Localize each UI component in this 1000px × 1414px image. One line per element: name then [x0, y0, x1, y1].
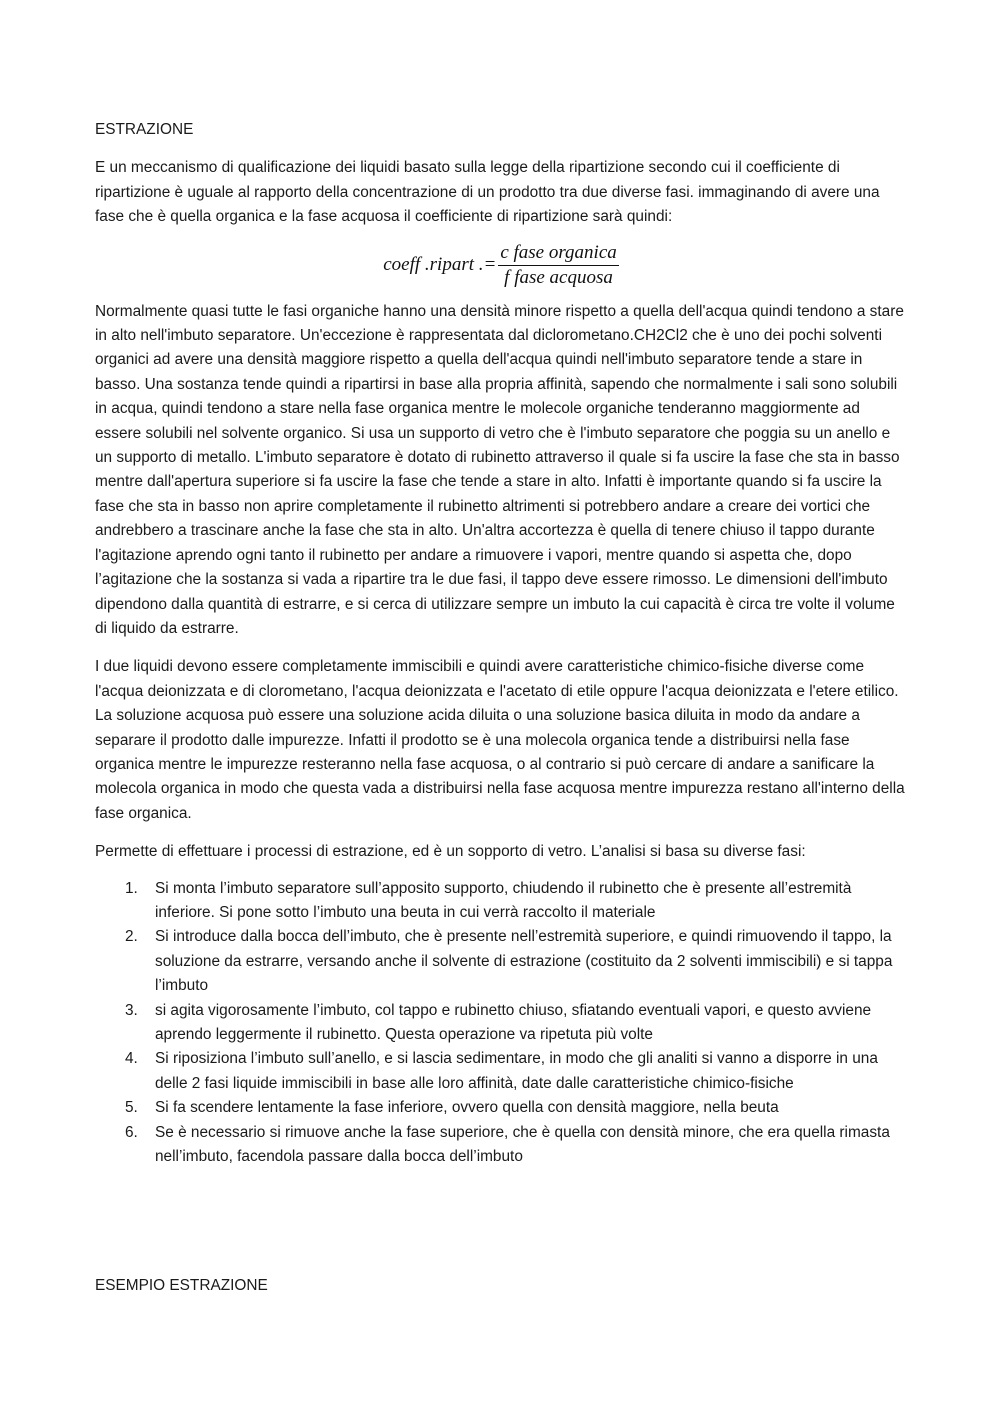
- list-item: [95, 1121, 907, 1170]
- step-number: 4.: [125, 1050, 138, 1068]
- list-item: [95, 925, 907, 998]
- step-number: 6.: [125, 1123, 138, 1141]
- section-title: ESTRAZIONE: [95, 121, 194, 138]
- step-number: 2.: [125, 928, 138, 946]
- step-number: 5.: [125, 1099, 138, 1117]
- step-text: Si monta l’imbuto separatore sull’apposito supporto, chiudendo il rubinetto che è presente all’estremità inferiore. Si pone sotto l’imbuto una beuta in cui verrà raccolto il materiale: [155, 879, 852, 921]
- step-text: si agita vigorosamente l’imbuto, col tappo e rubinetto chiuso, sfiatando eventuali vapori, e questo avviene aprendo leggermente il rubinetto. Questa operazione va ripetuta più volte: [155, 1001, 872, 1043]
- step-number: 3.: [125, 1001, 138, 1019]
- step-text: Se è necessario si rimuove anche la fase superiore, che è quella con densità minore, che era quella rimasta nell’imbuto, facendola passare dalla bocca dell’imbuto: [155, 1123, 890, 1166]
- formula-fraction: [498, 242, 618, 289]
- paragraph-density: Normalmente quasi tutte le fasi organiche hanno una densità minore rispetto a quella dell'acqua quindi tendono a stare in alto nell'imbuto separatore. Un'eccezione è rappresentata dal diclorometano.CH2Cl2 che è uno dei pochi solventi organici ad avere una densità maggiore rispetto a quella dell'acqua quindi nell'imbuto separatore tende a stare in basso. Una sostanza tende quindi a ripartirsi in base alla propria affinità, sapendo che normalmente i sali sono solubili in acqua, quindi tendono a stare nella fase organica mentre le molecole organiche tenderanno maggiormente ad essere solubili nel solvente organico. Si usa un supporto di vetro che è l'imbuto separatore che poggia su un anello e un supporto di metallo. L'imbuto separatore è dotato di rubinetto attraverso il quale si fa uscire la fase che sta in basso mentre dall'apertura superiore si fa uscire la fase che tende a stare in alto. Infatti è importante quando si fa uscire la fase che sta in basso non aprire completamente il rubinetto altrimenti si potrebbero andare a creare dei vortici che andrebbero a trascinare anche la fase che sta in alto. Un'altra accortezza è quella di tenere chiuso il tappo durante l'agitazione aprendo ogni tanto il rubinetto per andare a rimuovere i vapori, mentre quando si aspetta che, dopo l’agitazione che la sostanza si vada a ripartire tra le due fasi, il tappo deve essere rimosso. Le dimensioni dell'imbuto dipendono dalla quantità di estrarre, e si cerca di utilizzare sempre un imbuto la cui capacità è circa tre volte il volume di liquido da estrarre.: [95, 302, 904, 637]
- list-item: [95, 877, 907, 926]
- procedure-steps: [95, 877, 907, 1170]
- list-item: [95, 999, 907, 1048]
- step-text: Si riposiziona l’imbuto sull’anello, e si lascia sedimentare, in modo che gli analiti si vanno a disporre in una delle 2 fasi liquide immiscibili in base alle loro affinità, date dalle caratteristiche chimico-fisiche: [155, 1050, 878, 1092]
- list-item: [95, 1096, 907, 1120]
- formula-lhs: coeff .ripart .=: [383, 254, 497, 276]
- step-number: 1.: [125, 879, 138, 897]
- intro-paragraph: E un meccanismo di qualificazione dei liquidi basato sulla legge della ripartizione secondo cui il coefficiente di ripartizione è uguale al rapporto della concentrazione di un prodotto tra due diverse fasi. immaginando di avere una fase che è quella organica e la fase acquosa il coefficiente di ripartizione sarà quindi:: [95, 159, 880, 226]
- document-body: [95, 118, 907, 1169]
- list-item: [95, 1047, 907, 1096]
- paragraph-procedure-intro: Permette di effettuare i processi di estrazione, ed è un sopporto di vetro. L’analisi si basa su diverse fasi:: [95, 843, 806, 861]
- step-text: Si introduce dalla bocca dell’imbuto, che è presente nell’estremità superiore, e quindi rimuovendo il tappo, la soluzione da estrarre, versando anche il solvente di estrazione (costituito da 2 solventi immiscibili) e si tappa l’imbuto: [155, 928, 893, 995]
- example-section-title: ESEMPIO ESTRAZIONE: [95, 1277, 268, 1294]
- paragraph-immiscible: I due liquidi devono essere completamente immiscibili e quindi avere caratteristiche chimico-fisiche diverse come l'acqua deionizzata e di clorometano, l'acqua deionizzata e l'acetato di etile oppure l'acqua deionizzata e l'etere etilico. La soluzione acquosa può essere una soluzione acida diluita o una soluzione basica diluita in modo da andare a separare il prodotto dalle impurezze. Infatti il prodotto se è una molecola organica tende a distribuirsi nella fase organica mentre le impurezze resteranno nella fase acquosa, o al contrario si può cercare di andare a sanificare la molecola organica in modo che questa vada a distribuirsi nella fase acquosa mentre impurezza restano all'interno della fase organica.: [95, 658, 905, 822]
- formula-denominator: f fase acquosa: [504, 267, 613, 289]
- formula-numerator: c fase organica: [498, 242, 618, 266]
- partition-coefficient-formula: [95, 236, 907, 296]
- step-text: Si fa scendere lentamente la fase inferiore, ovvero quella con densità maggiore, nella beuta: [155, 1099, 779, 1117]
